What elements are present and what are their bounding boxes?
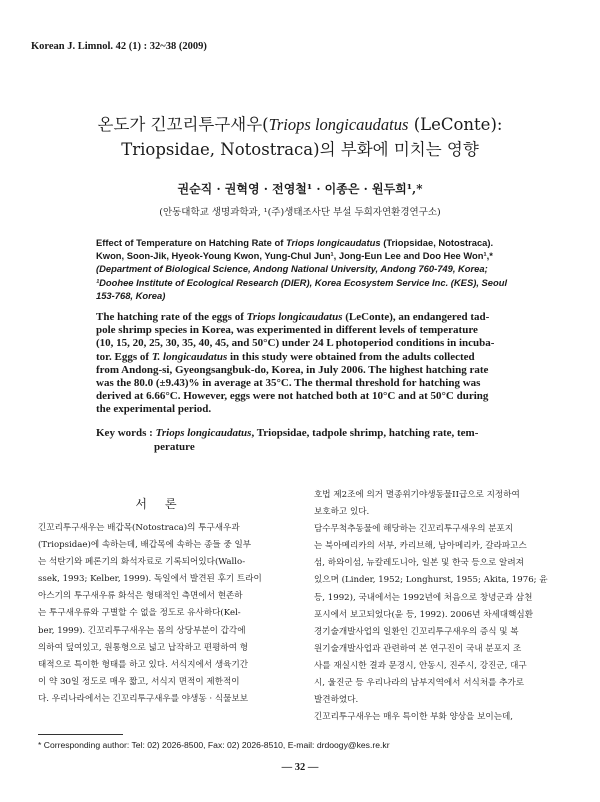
body-line: 다. 우리나라에서는 긴꼬리투구새우를 야생동 · 식물보보 xyxy=(38,693,249,704)
english-affiliation-line xyxy=(96,262,528,275)
body-line: 는 석탄기와 페론기의 화석자료로 기록되어있다(Wallo- xyxy=(38,557,246,568)
abstract-line: pole shrimp species in Korea, was experimented in different levels of temperature xyxy=(96,324,478,337)
section-title-introduction: 서론 xyxy=(135,497,195,511)
keywords-species: Triops longicaudatus xyxy=(155,427,252,439)
body-line: 포시에서 보고되었다(윤 등, 1992). 2006년 차세대핵심환 xyxy=(314,609,533,620)
korean-title-line-2: Triopsidae, Notostraca)의 부화에 미치는 영향 xyxy=(121,140,479,159)
english-affiliation-line xyxy=(96,289,528,302)
body-line: ssek, 1993; Kelber, 1999). 독일에서 발견된 후기 트라이 xyxy=(38,574,262,585)
body-line: 경기술개발사업의 일환인 긴꼬리투구새우의 증식 및 복 xyxy=(314,626,519,637)
journal-reference: Korean J. Limnol. 42 (1) : 32~38 (2009) xyxy=(31,41,207,52)
english-authors: Kwon, Soon-Jik, Hyeok-Young Kwon, Yung-Chul Jun¹, Jong-Eun Lee and Doo Hee Won¹,* xyxy=(96,250,493,262)
abstract-text: tor. Eggs of xyxy=(96,350,152,363)
abstract-text: (LeConte), an endangered tad- xyxy=(342,311,490,323)
body-line: 이 약 30일 정도로 매우 짧고, 서식지 면적이 제한적이 xyxy=(38,676,240,687)
english-title-pre: Effect of Temperature on Hatching Rate of xyxy=(96,237,286,248)
body-line: 원기술개발사업과 관련하여 본 연구진이 국내 분포지 조 xyxy=(314,643,522,654)
korean-title-line-1 xyxy=(40,112,560,137)
abstract-text: in this study were obtained from the adults collected xyxy=(227,350,475,363)
english-affiliation-1: (Department of Biological Science, Andong National University, Andong 760-749, Korea; xyxy=(96,263,488,275)
abstract-line: was the 80.0 (±9.43)% in average at 35°C. The thermal threshold for hatching was xyxy=(96,377,481,390)
abstract-line: derived at 6.66°C. However, eggs were not hatched both at 10°C and at 50°C during xyxy=(96,390,489,403)
body-line: 긴꼬리투구새우는 배갑목(Notostraca)의 투구새우과 xyxy=(38,523,240,533)
body-line: 있으며 (Linder, 1952; Longhurst, 1955; Akita, 1976; 윤 xyxy=(314,575,548,586)
korean-title-post: (LeConte): xyxy=(408,115,503,134)
body-line: 긴꼬리투구새우는 매우 특이한 부화 양상을 보이는데, xyxy=(314,712,514,723)
abstract-line: from Andong-si, Gyeongsangbuk-do, Korea, in July 2006. The highest hatching rate xyxy=(96,363,489,376)
body-line: 시, 울진군 등 우리나라의 남부지역에서 서식처를 추가로 xyxy=(314,678,525,689)
body-line: 발견하였다. xyxy=(314,695,359,706)
keywords xyxy=(96,426,528,454)
english-affiliation-3: 153-768, Korea) xyxy=(96,289,166,301)
abstract-line xyxy=(96,351,528,364)
abstract-species: T. longicaudatus xyxy=(151,350,228,363)
abstract-text: The hatching rate of the eggs of xyxy=(96,311,247,323)
english-title xyxy=(96,236,528,249)
body-line: 보호하고 있다. xyxy=(314,507,370,518)
body-line: (Triopsidae)에 속하는데, 배갑목에 속하는 종들 중 일부 xyxy=(38,540,252,551)
body-line: 태적으로 특이한 형태를 하고 있다. 서식지에서 생육기간 xyxy=(38,659,249,670)
body-line: 는 투구새우류와 구별할 수 없을 정도로 유사하다(Kel- xyxy=(38,608,241,619)
body-column-right xyxy=(314,487,564,726)
body-line: ber, 1999). 긴꼬리투구새우는 몸의 상당부분이 갑각에 xyxy=(38,625,246,636)
body-line: 아스기의 투구새우류 화석은 형태적인 측면에서 현존하 xyxy=(38,591,243,602)
korean-title xyxy=(40,112,560,162)
english-header xyxy=(96,236,528,302)
keywords-text: , Triopsidae, tadpole shrimp, hatching rate, tem- xyxy=(251,427,479,439)
body-line: 사를 재실시한 결과 문경시, 안동시, 진주시, 강진군, 대구 xyxy=(314,660,527,671)
body-line: 호법 제2조에 의거 멸종위기야생동물II급으로 지정하여 xyxy=(314,490,520,500)
english-affiliation-2: ¹Doohee Institute of Ecological Research (DIER), Korea Ecosystem Service Inc. (KES), Seoul xyxy=(96,276,508,288)
footnote-divider xyxy=(38,734,123,735)
korean-title-species: Triops longicaudatus xyxy=(268,115,409,134)
body-column-left xyxy=(38,520,288,708)
keywords-line: perature xyxy=(154,441,195,453)
body-line: 등, 1992), 국내에서는 1992년에 처음으로 창녕군과 삼천 xyxy=(314,592,533,603)
abstract-line: (10, 15, 20, 25, 30, 35, 40, 45, and 50°C) under 24 L photoperiod conditions in incuba- xyxy=(96,337,495,350)
keywords-line xyxy=(96,426,528,440)
page-number: — 32 — xyxy=(281,762,319,773)
keywords-label: Key words : xyxy=(96,427,156,439)
abstract-line: the experimental period. xyxy=(96,403,212,416)
abstract-species: Triops longicaudatus xyxy=(246,311,343,323)
korean-authors: 권순직 · 권혁영 · 전영철¹ · 이종은 · 원두희¹,* xyxy=(177,182,423,196)
english-title-species: Triops longicaudatus xyxy=(285,237,381,248)
english-affiliation-line xyxy=(96,276,528,289)
body-line: 담수무척추동물에 해당하는 긴꼬리투구새우의 분포지 xyxy=(314,524,514,535)
korean-affiliation: (안동대학교 생명과학과, ¹(주)생태조사단 부설 두희자연환경연구소) xyxy=(159,207,441,218)
abstract xyxy=(96,311,528,417)
corresponding-author-footnote: * Corresponding author: Tel: 02) 2026-8500, Fax: 02) 2026-8510, E-mail: drdoogy@kes.re.kr xyxy=(38,740,390,750)
body-line: 의하여 덮여있고, 원통형으로 넓고 납작하고 편평하여 형 xyxy=(38,642,249,653)
body-line: 는 북아메리카의 서부, 카리브해, 남아메리카, 갈라파고스 xyxy=(314,541,527,552)
korean-title-pre: 온도가 긴꼬리투구새우( xyxy=(97,115,269,134)
english-title-post: (Triopsidae, Notostraca). xyxy=(380,237,494,248)
body-line: 섬, 하와이섬, 뉴칼레도니아, 일본 및 한국 등으로 알려져 xyxy=(314,558,524,569)
abstract-line xyxy=(96,311,528,324)
